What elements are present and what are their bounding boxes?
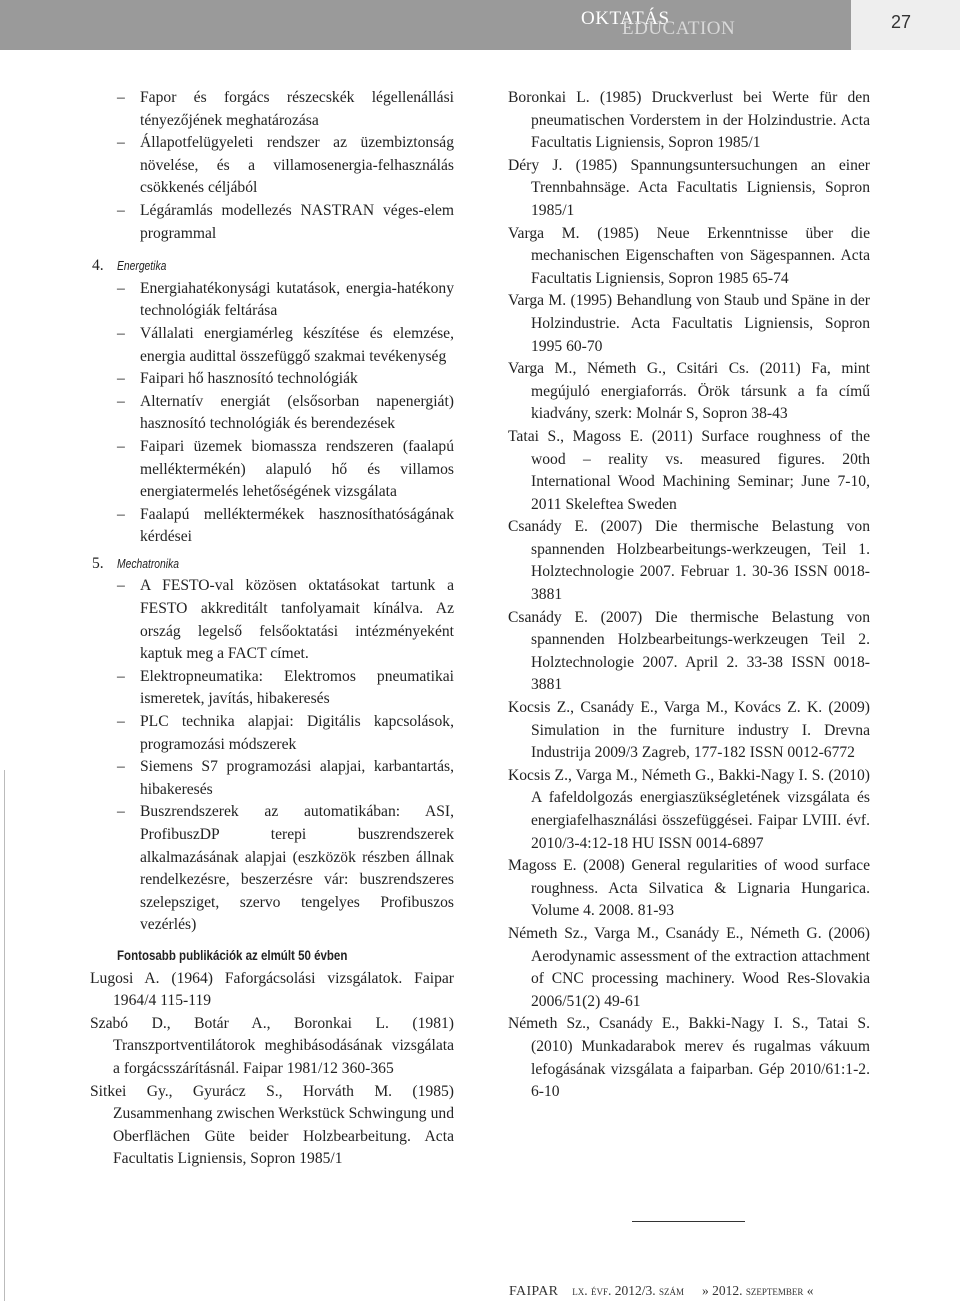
reference-item: Varga M., Németh G., Csitári Cs. (2011) Fa, mint megújuló energiaforrás. Örök társunk a fa című kiadvány, szerk: Molnár S, Sopron 38-43 [508,360,870,423]
reference-item: Kocsis Z., Varga M., Németh G., Bakki-Nagy I. S. (2010) A fafeldolgozás energiaszükségletének vizsgálata és energiafelhasználási összefüggései. Faipar LVIII. évf. 2010/3-4:12-18 HU ISSN 0014-6897 [508,766,870,852]
reference-item: Magoss E. (2008) General regularities of wood surface roughness. Acta Silvatica & Lignaria Hungarica. Volume 4. 2008. 81-93 [508,857,870,920]
list-item: – A FESTO-val közösen oktatásokat tartunk a FESTO akkreditált tanfolyamait kínálva. Az ország legelső felsőoktatási intézményeként kaptuk meg a FACT címet. [92,575,454,665]
list-item: – PLC technika alapjai: Digitális kapcsolások, programozási módszerek [92,711,454,756]
list-item: – Vállalati energiamérleg készítése és elemzése, energia audittal összefüggő szakmai tevékenység [92,323,454,368]
reference-item: Lugosi A. (1964) Faforgácsolási vizsgálatok. Faipar 1964/4 115-119 [90,969,454,1010]
reference-item: Déry J. (1985) Spannungsuntersuchungen an einer Trennbahnsäge. Acta Facultatis Ligniensis, Sopron 1985/1 [508,156,870,219]
list-item: – Faipari hő hasznosító technológiák [92,368,454,391]
reference-item: Tatai S., Magoss E. (2011) Surface roughness of the wood – reality vs. measured figures. 20th International Wood Machining Seminar; June 7-10, 2011 Skeleftea Sweden [508,427,870,513]
section-number: 5. [92,554,104,572]
journal-volume: lx. évf. 2012/3. szám [572,1283,685,1298]
issue-date: » 2012. szeptember « [702,1283,814,1298]
page-header [0,0,960,50]
reference-item: Csanády E. (2007) Die thermische Belastung von spannenden Holzbearbeitungs-werkzeugen, Teil 1. Holztechnologie 2007. Februar 1. 30-36 ISSN 0018-3881 [508,518,870,604]
page-number: 27 [891,12,912,32]
list-item: – Elektropneumatika: Elektromos pneumatikai ismeretek, javítás, hibakeresés [92,666,454,711]
section-title: Mechatronika [117,556,179,571]
section-heading-4 [92,255,454,278]
list-item: – Energiahatékonysági kutatások, energia-hatékony technológiák feltárása [92,278,454,323]
left-column [92,87,454,1171]
list-item: – Alternatív energiát (elsősorban napenergiát) hasznosító technológiák és berendezések [92,391,454,436]
reference-item: Csanády E. (2007) Die thermische Belastung von spannenden Holzbearbeitungs-werkzeugen Teil 2. Holztechnologie 2007. April 2. 33-38 ISSN 0018-3881 [508,608,870,694]
page-footer [509,1283,814,1300]
journal-name: FAIPAR [509,1284,559,1299]
reference-item: Németh Sz., Varga M., Csanády E., Németh G. (2006) Aerodynamic assessment of the extraction attachment of CNC processing machinery. Wood Res-Slovakia 2006/51(2) 49-61 [508,924,870,1010]
section-title-en: EDUCATION [622,18,736,39]
section-title: Energetika [117,259,167,274]
reference-item: Varga M. (1995) Behandlung von Staub und Späne in der Holzindustrie. Acta Facultatis Ligniensis, Sopron 1995 60-70 [508,292,870,355]
right-column [508,87,870,1104]
list-item: – Buszrendszerek az automatikában: ASI, ProfibuszDP terepi buszrendszerek alkalmazásának alapjai (eszközök részben állnak rendelkezésre, beszerzésre vár: buszrendszeres szelepsziget, szervo tengelyes Profibuszos vezérlés) [92,801,454,937]
section-heading-5 [92,553,454,576]
list-item: – Fapor és forgács részecskék légellenállási tényezőjének meghatározása [92,87,454,132]
end-divider [632,1221,745,1222]
list-item: – Siemens S7 programozási alapjai, karbantartás, hibakeresés [92,756,454,801]
reference-item: Boronkai L. (1985) Druckverlust bei Werte für den pneumatischen Vorderstem in der Holzindustrie. Acta Facultatis Ligniensis, Sopron 1985/1 [508,89,870,152]
reference-item: Szabó D., Botár A., Boronkai L. (1981) Transzportventilátorok meghibásodásának vizsgálata a forgácsszárításnál. Faipar 1981/12 360-365 [90,1014,454,1077]
section-title-hu: OKTATÁS [581,8,670,29]
list-item: – Állapotfelügyeleti rendszer az üzembiztonság növelése, és a villamosenergia-felhasználás csökkenés céljából [92,132,454,200]
margin-rule [4,770,5,1301]
list-item: – Faipari üzemek biomassza rendszeren (faalapú melléktermékén) alapuló hő és villamos energiatermelés lehetőségének vizsgálata [92,436,454,504]
reference-item: Kocsis Z., Csanády E., Varga M., Kovács Z. K. (2009) Simulation in the furniture industry I. Drevna Industrija 2009/3 Zagreb, 177-182 ISSN 0012-6772 [508,699,870,762]
reference-item: Németh Sz., Csanády E., Bakki-Nagy I. S., Tatai S. (2010) Munkadarabok merev és rugalmas vákuum lefogásának vizsgálata a faiparban. Gép 2010/61:1-2. 6-10 [508,1015,870,1101]
list-item: – Légáramlás modellezés NASTRAN véges-elem programmal [92,200,454,245]
publications-heading: Fontosabb publikációk az elmúlt 50 évben [117,947,348,963]
section-number: 4. [92,257,104,275]
reference-item: Sitkei Gy., Gyurácz S., Horváth M. (1985) Zusammenhang zwischen Werkstück Schwingung und Oberflächen Güte beider Holzbearbeitung. Acta Facultatis Ligniensis, Sopron 1985/1 [90,1082,454,1168]
reference-item: Varga M. (1985) Neue Erkenntnisse über die mechanischen Eigenschaften von Sägespannen. Acta Facultatis Ligniensis, Sopron 1985 65-74 [508,224,870,287]
list-item: – Faalapú melléktermékek hasznosíthatóságának kérdései [92,504,454,549]
